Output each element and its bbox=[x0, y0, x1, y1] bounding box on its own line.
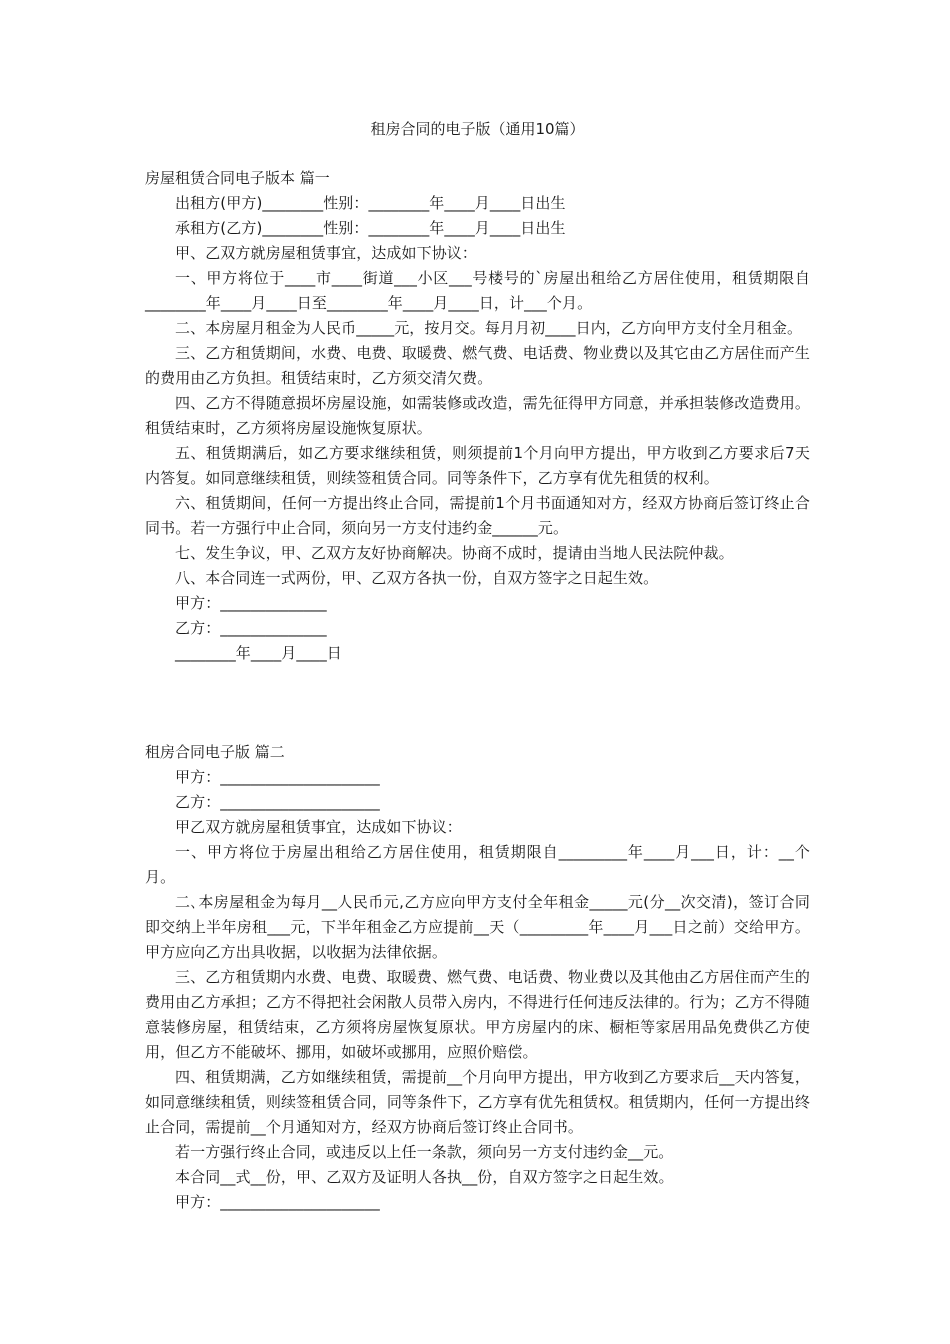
section-1-heading: 房屋租赁合同电子版本 篇一 bbox=[145, 169, 330, 187]
signature-party-b: 乙方：______________ bbox=[175, 619, 327, 637]
clause-6: 六、租赁期间，任何一方提出终止合同，需提前1个月书面通知对方，经双方协商后签订终止合同书。若一方强行中止合同，须向另一方支付违约金______元。 bbox=[145, 494, 810, 537]
agreement-intro: 甲、乙双方就房屋租赁事宜，达成如下协议： bbox=[175, 244, 478, 262]
clause-2: 二､本房屋租金为每月__人民币元,乙方应向甲方支付全年租金_____元(分__次交清)，签订合同即交纳上半年房租___元，下半年租金乙方应提前__天（_________年____月___日之前）交给甲方。甲方应向乙方出具收据，以收据为法律依据。 bbox=[145, 893, 810, 961]
lessor-info-line: 出租方(甲方)________性别：________年____月____日出生 bbox=[175, 194, 566, 212]
clause-3: 三、乙方租赁期间，水费、电费、取暖费、燃气费、电话费、物业费以及其它由乙方居住而产生的费用由乙方负担。租赁结束时，乙方须交清欠费。 bbox=[145, 344, 810, 387]
clause-8: 八、本合同连一式两份，甲、乙双方各执一份，自双方签字之日起生效。 bbox=[175, 569, 659, 587]
agreement-intro: 甲乙双方就房屋租赁事宜，达成如下协议： bbox=[175, 818, 462, 836]
signature-date: ________年____月____日 bbox=[175, 644, 342, 662]
clause-7: 七、发生争议，甲、乙双方友好协商解决。协商不成时，提请由当地人民法院仲裁。 bbox=[175, 544, 734, 562]
clause-5: 五、租赁期满后，如乙方要求继续租赁，则须提前1个月向甲方提出，甲方收到乙方要求后7天内答复。如同意继续租赁，则续签租赁合同。同等条件下，乙方享有优先租赁的权利。 bbox=[145, 444, 810, 487]
clause-2: 二、本房屋月租金为人民币_____元，按月交。每月月初____日内，乙方向甲方支付全月租金。 bbox=[175, 319, 803, 337]
party-b-line: 乙方：_____________________ bbox=[175, 793, 380, 811]
clause-1: 一、甲方将位于____市____街道___小区___号楼号的`房屋出租给乙方居住使用，租赁期限自________年____月____日至________年____月____日，计___个月。 bbox=[145, 269, 810, 312]
clause-4: 四、乙方不得随意损坏房屋设施，如需装修或改造，需先征得甲方同意，并承担装修改造费用。租赁结束时，乙方须将房屋设施恢复原状。 bbox=[145, 394, 810, 437]
breach-clause: 若一方强行终止合同，或违反以上任一条款，须向另一方支付违约金__元。 bbox=[175, 1143, 674, 1161]
clause-3: 三、乙方租赁期内水费、电费、取暖费、燃气费、电话费、物业费以及其他由乙方居住而产生的费用由乙方承担；乙方不得把社会闲散人员带入房内，不得进行任何违反法律的。行为；乙方不得随意装修房屋，租赁结束，乙方须将房屋恢复原状。甲方房屋内的床、橱柜等家居用品免费供乙方使用，但乙方不能破坏、挪用，如破坏或挪用，应照价赔偿。 bbox=[145, 968, 810, 1061]
copies-clause: 本合同__式__份，甲、乙双方及证明人各执__份，自双方签字之日起生效。 bbox=[175, 1168, 674, 1186]
signature-party-a: 甲方：______________ bbox=[175, 594, 327, 612]
section-1 bbox=[145, 166, 810, 666]
clause-4: 四、租赁期满，乙方如继续租赁，需提前__个月向甲方提出，甲方收到乙方要求后__天内答复，如同意继续租赁，则续签租赁合同，同等条件下，乙方享有优先租赁权。租赁期内，任何一方提出终止合同，需提前__个月通知对方，经双方协商后签订终止合同书。 bbox=[145, 1068, 810, 1136]
clause-1: 一、甲方将位于房屋出租给乙方居住使用，租赁期限自_________年____月___日，计：__个月。 bbox=[145, 843, 810, 886]
lessee-info-line: 承租方(乙方)________性别：________年____月____日出生 bbox=[175, 219, 566, 237]
signature-party-a: 甲方：_____________________ bbox=[175, 1193, 380, 1211]
document-title: 租房合同的电子版（通用10篇） bbox=[370, 120, 585, 138]
section-2-heading: 租房合同电子版 篇二 bbox=[145, 743, 285, 761]
party-a-line: 甲方：_____________________ bbox=[175, 768, 380, 786]
section-2 bbox=[145, 740, 810, 1215]
